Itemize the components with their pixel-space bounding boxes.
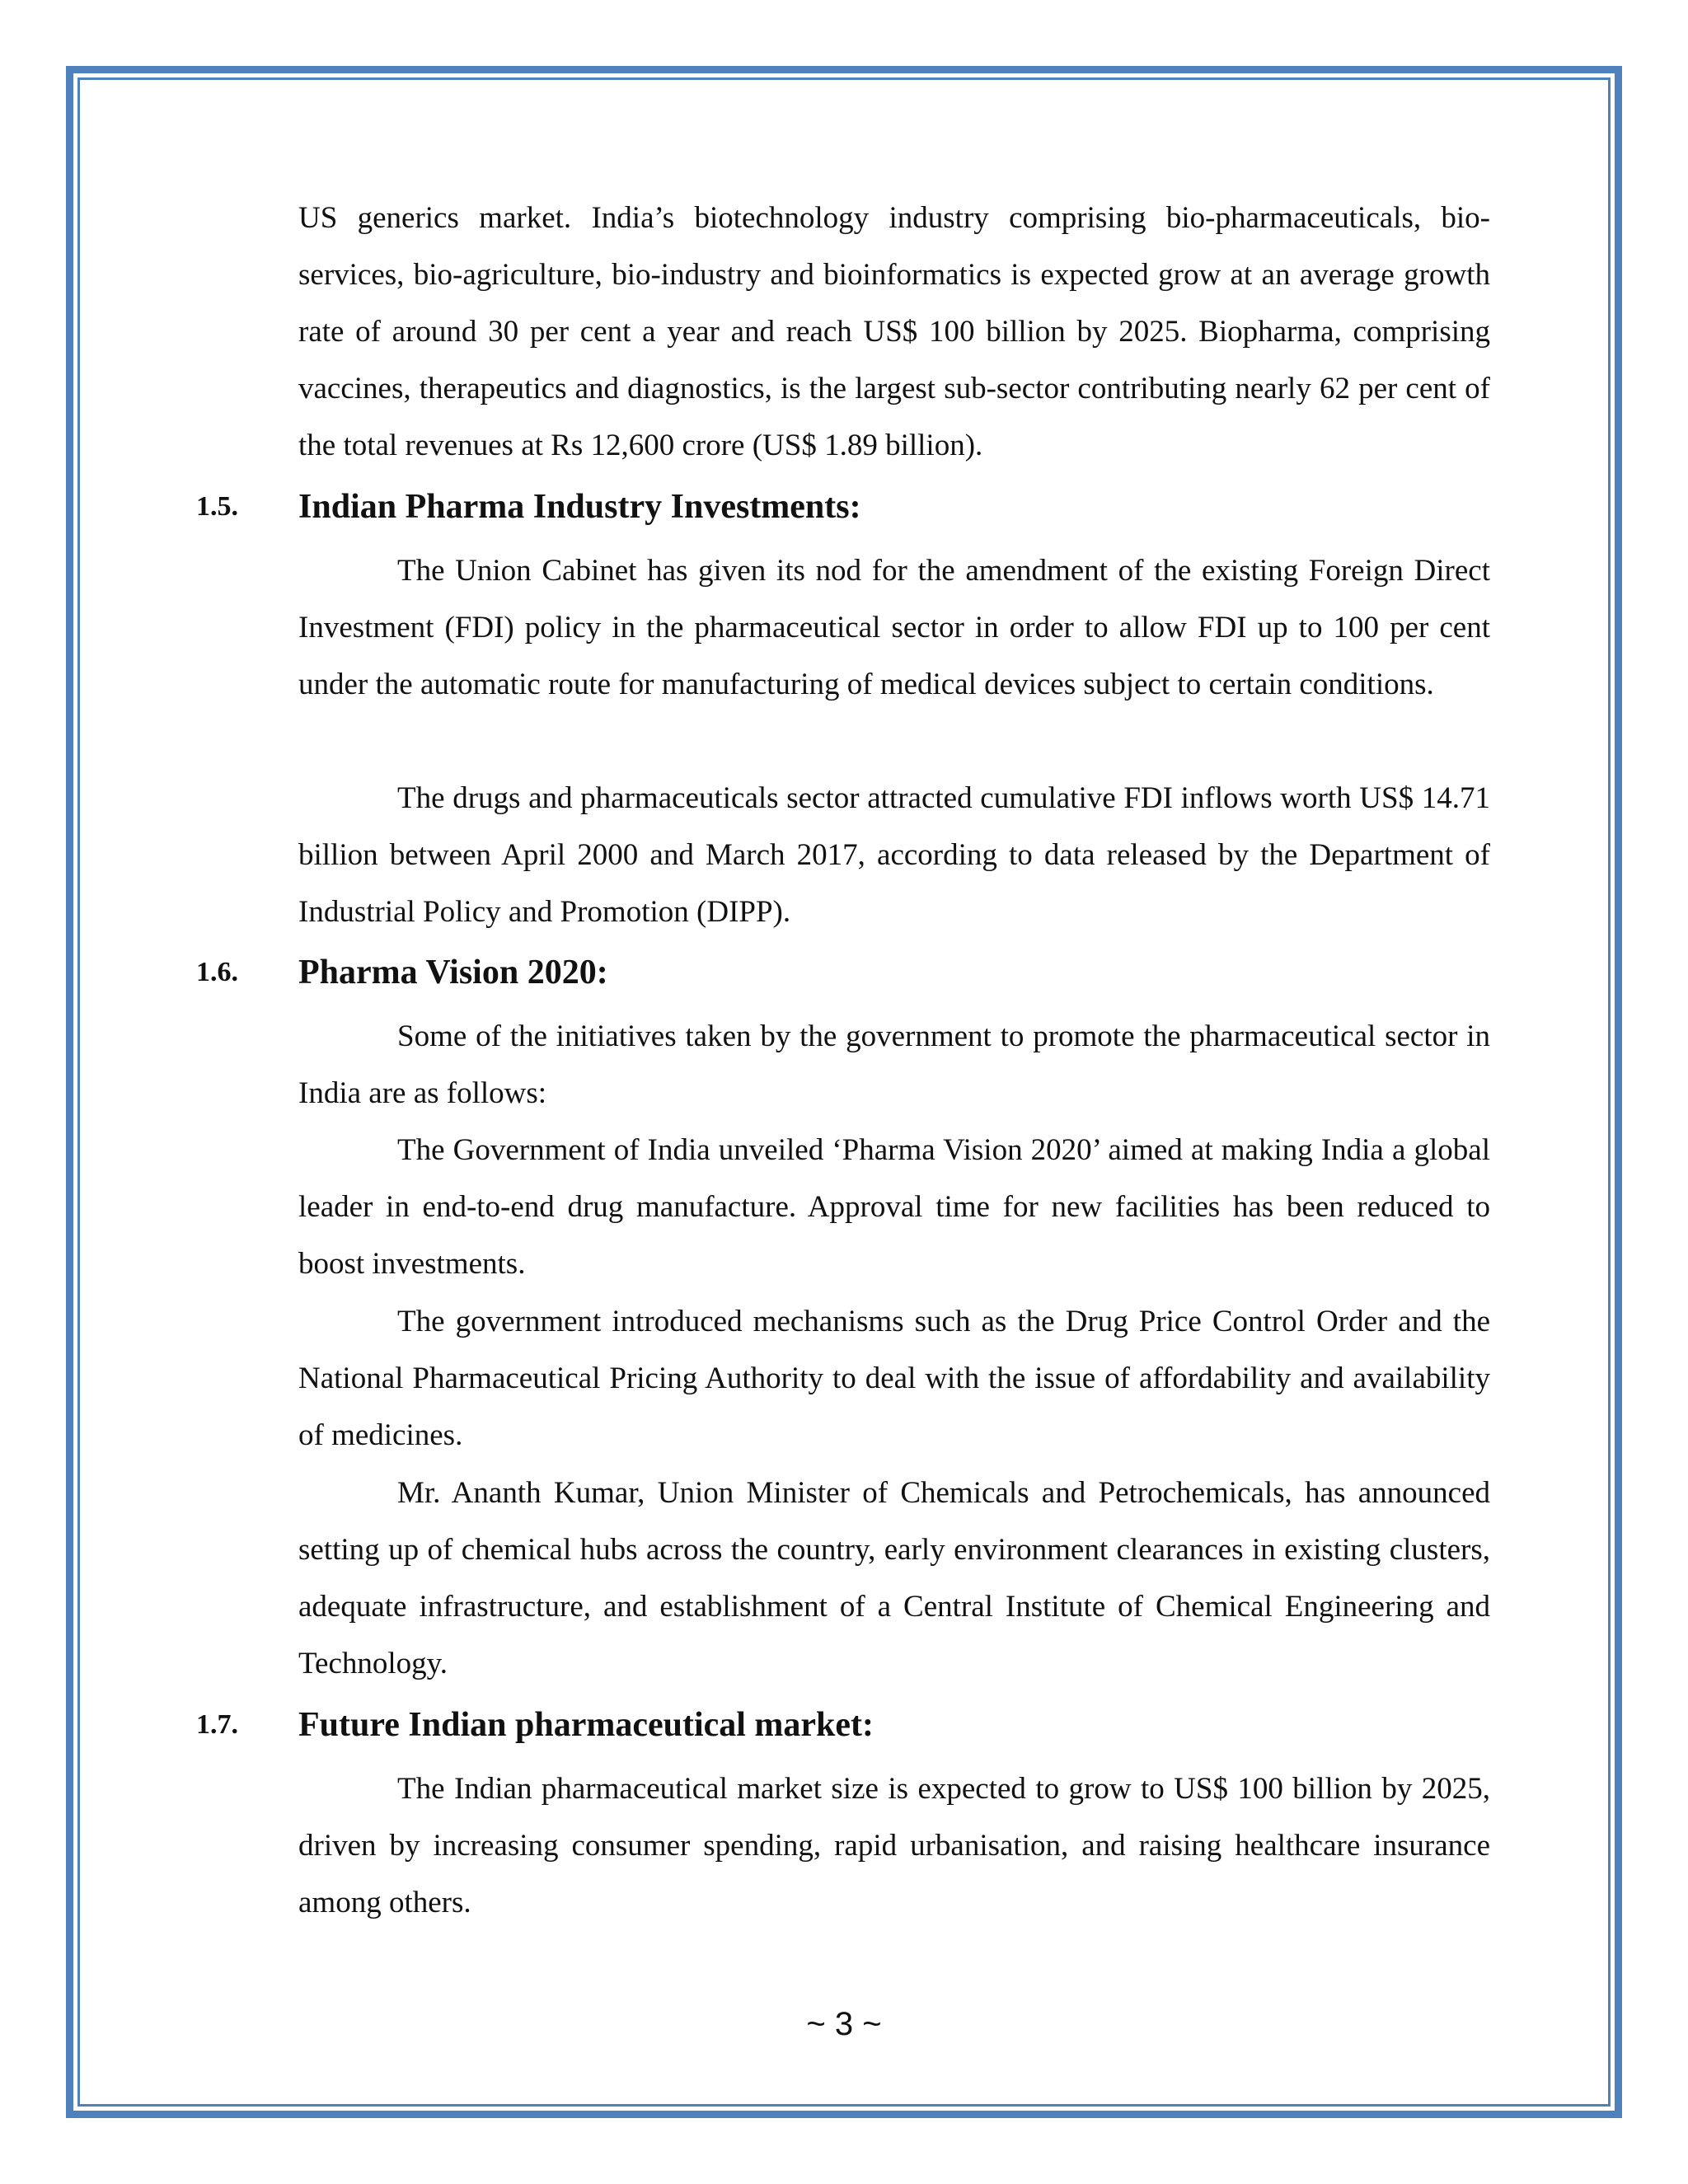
section-number-1-5: 1.5. bbox=[196, 491, 238, 522]
investments-paragraph-1: The Union Cabinet has given its nod for the amendment of the existing Foreign Direct Investment (FDI) policy in the pharmaceutical sector in order to allow FDI up to 100 per cent under the automatic route for manufacturing of medical devices subject to certain conditions. bbox=[298, 554, 1490, 701]
investments-paragraph-2: The drugs and pharmaceuticals sector attracted cumulative FDI inflows worth US$ 14.71 billion between April 2000 and March 2017, according to data released by the Department of Industrial Policy and Promotion (DIPP). bbox=[298, 781, 1490, 929]
section-heading-future-market: Future Indian pharmaceutical market: bbox=[298, 1706, 874, 1744]
page-number: ~ 3 ~ bbox=[806, 2006, 882, 2042]
vision-paragraph-2: The Government of India unveiled ‘Pharma Vision 2020’ aimed at making India a global leader in end-to-end drug manufacture. Approval time for new facilities has been reduced to boost investments. bbox=[298, 1133, 1490, 1281]
future-market-paragraph-1: The Indian pharmaceutical market size is expected to grow to US$ 100 billion by 2025, driven by increasing consumer spending, rapid urbanisation, and raising healthcare insurance among others. bbox=[298, 1772, 1490, 1919]
section-heading-investments: Indian Pharma Industry Investments: bbox=[298, 488, 861, 526]
intro-paragraph: US generics market. India’s biotechnology industry comprising bio-pharmaceuticals, bio-services, bio-agriculture, bio-industry and bioinformatics is expected grow at an average growth rate of around 30 per cent a year and reach US$ 100 billion by 2025. Biopharma, comprising vaccines, therapeutics and diagnostics, is the largest sub-sector contributing nearly 62 per cent of the total revenues at Rs 12,600 crore (US$ 1.89 billion). bbox=[298, 201, 1490, 462]
vision-paragraph-3: The government introduced mechanisms such as the Drug Price Control Order and the National Pharmaceutical Pricing Authority to deal with the issue of affordability and availability of medicines. bbox=[298, 1305, 1490, 1452]
vision-paragraph-1: Some of the initiatives taken by the government to promote the pharmaceutical sector in India are as follows: bbox=[298, 1019, 1490, 1110]
vision-paragraph-4: Mr. Ananth Kumar, Union Minister of Chemicals and Petrochemicals, has announced setting up of chemical hubs across the country, early environment clearances in existing clusters, adequate infrastructure, and establishment of a Central Institute of Chemical Engineering and Technology. bbox=[298, 1476, 1490, 1680]
section-heading-pharma-vision: Pharma Vision 2020: bbox=[298, 954, 608, 991]
section-number-1-6: 1.6. bbox=[196, 957, 238, 987]
section-number-1-7: 1.7. bbox=[196, 1709, 238, 1740]
